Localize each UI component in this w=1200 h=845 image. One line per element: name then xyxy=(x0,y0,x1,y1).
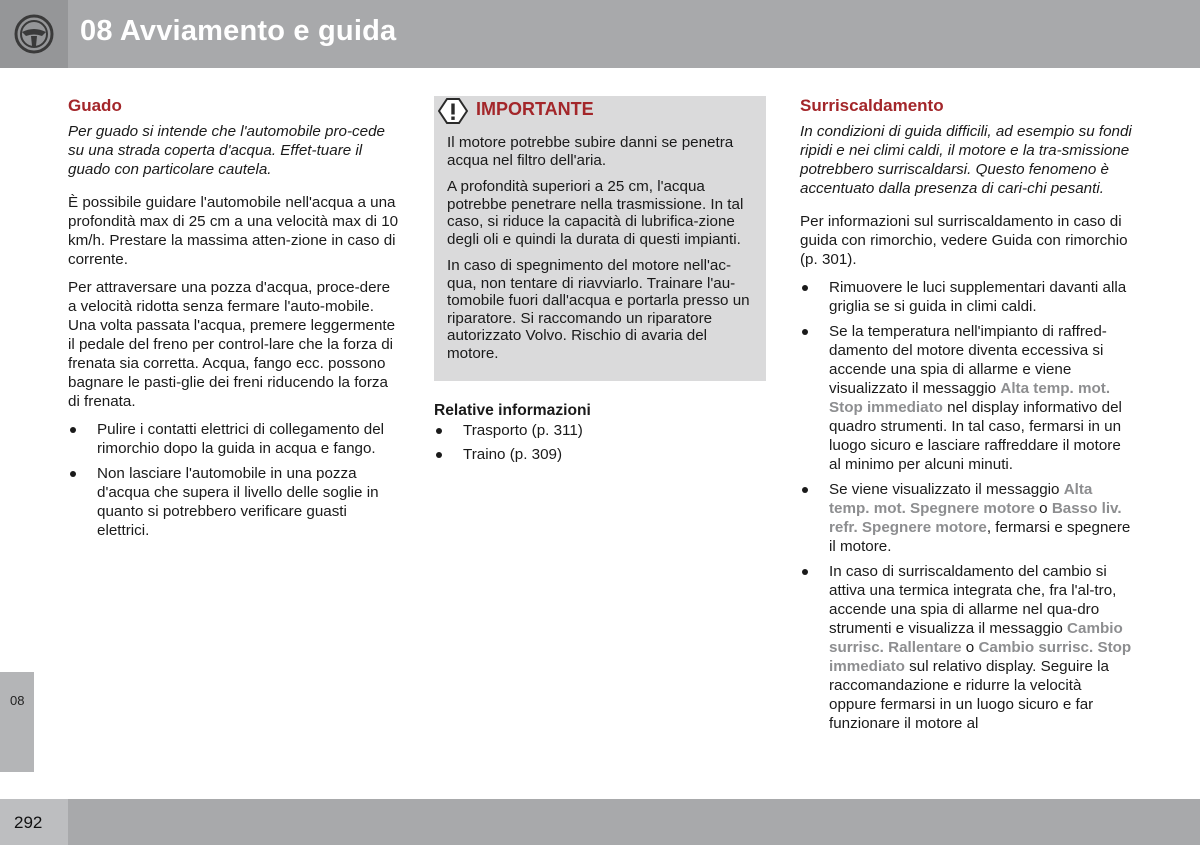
related-info-list xyxy=(434,421,766,464)
side-tab-label: 08 xyxy=(10,693,25,708)
list-item: Non lasciare l'automobile in una pozza d'acqua che supera il livello delle soglie in quanto si potrebbero verificare guasti elettrici. xyxy=(68,464,400,540)
importante-warning-box xyxy=(434,96,766,381)
guado-section xyxy=(68,96,400,546)
bullet-text: , fermarsi e spegnere il motore. xyxy=(829,519,1131,555)
chapter-side-tab xyxy=(0,672,34,772)
bullet-text: o xyxy=(1034,500,1052,517)
list-item xyxy=(800,562,1132,733)
related-link-trasporto[interactable]: Trasporto (p. 311) xyxy=(434,421,766,440)
chapter-title: 08 Avviamento e guida xyxy=(80,15,397,47)
list-item xyxy=(800,480,1132,556)
page-number-box xyxy=(0,799,68,845)
guado-paragraph: È possibile guidare l'automobile nell'acqua a una profondità max di 25 cm a una velocità max di 10 km/h. Prestare la massima atten-zione in caso di corrente. xyxy=(68,194,399,268)
surriscaldamento-bullet-list xyxy=(800,278,1132,733)
bullet-text: Se la temperatura nell'impianto di raffred-damento del motore diventa eccessiva si accende una spia di allarme e viene visualizzato il messaggio xyxy=(829,323,1107,397)
importante-paragraph: Il motore potrebbe subire danni se penetra acqua nel filtro dell'aria. xyxy=(447,134,734,169)
list-item: Rimuovere le luci supplementari davanti alla griglia se si guida in climi caldi. xyxy=(800,278,1132,316)
warning-exclamation-icon xyxy=(438,98,468,124)
display-message: Cambio surrisc. Rallentare xyxy=(829,620,1123,656)
bullet-text: In caso di surriscaldamento del cambio si attiva una termica integrata che, fra l'al-tro, accende una spia di allarme nel qua-dro strumenti e visualizza il messaggio xyxy=(829,563,1117,637)
importante-paragraph: A profondità superiori a 25 cm, l'acqua potrebbe penetrare nella trasmissione. In tal caso, si riduce la capacità di lubrifica-zione degli oli e quindi la durata di questi impianti. xyxy=(447,178,744,248)
warning-header xyxy=(434,96,766,126)
list-item: Pulire i contatti elettrici di collegamento del rimorchio dopo la guida in acqua e fango. xyxy=(68,420,400,458)
guado-paragraph: Per attraversare una pozza d'acqua, proce-dere a velocità ridotta senza fermare l'auto-mobile. Una volta passata l'acqua, premere leggermente il pedale del freno per control-lare che la forza di frenata sia corretta. Acqua, fango ecc. possono bagnare le pasti-glie dei freni riducendo la forza di frenata. xyxy=(68,279,396,410)
guado-intro: Per guado si intende che l'automobile pro-cede su una strada coperta d'acqua. Effet-tuare il guado con particolare cautela. xyxy=(68,123,385,178)
display-message: Cambio surrisc. Stop immediato xyxy=(829,639,1132,675)
bullet-text: nel display informativo del quadro strumenti. In tal caso, fermarsi in un luogo sicuro e lasciare raffreddare il motore al minimo per alcuni minuti. xyxy=(829,399,1122,473)
steering-wheel-icon xyxy=(14,14,54,54)
bullet-text: sul relativo display. Seguire la raccomandazione e ridurre la velocità oppure fermarsi in un luogo sicuro e far funzionare il motore al xyxy=(829,658,1109,732)
display-message: Alta temp. mot. Spegnere motore xyxy=(829,481,1093,517)
guado-title: Guado xyxy=(68,96,122,115)
importante-paragraph: In caso di spegnimento del motore nell'ac-qua, non tentare di riavviarlo. Trainare l'au-tomobile fuori dall'acqua e portarla presso un riparatore. Si raccomando un riparatore autorizzato Volvo. Rischio di avaria del motore. xyxy=(447,257,750,362)
footer-bar xyxy=(68,799,1200,845)
importante-title: IMPORTANTE xyxy=(476,99,594,119)
surriscaldamento-paragraph: Per informazioni sul surriscaldamento in caso di guida con rimorchio, vedere Guida con rimorchio (p. 301). xyxy=(800,213,1128,268)
chapter-icon-box xyxy=(0,0,68,68)
display-message: Basso liv. refr. Spegnere motore xyxy=(829,500,1122,536)
surriscaldamento-section xyxy=(800,96,1132,739)
related-link-traino[interactable]: Traino (p. 309) xyxy=(434,445,766,464)
list-item xyxy=(800,322,1132,474)
related-info-title: Relative informazioni xyxy=(434,402,591,419)
surriscaldamento-intro: In condizioni di guida difficili, ad esempio su fondi ripidi e nei climi caldi, il motore e la tra-smissione potrebbero surriscaldarsi. Questo fenomeno è accentuato dalla presenza di cari-chi pesanti. xyxy=(800,123,1132,197)
bullet-text: o xyxy=(961,639,979,656)
display-message: Alta temp. mot. Stop immediato xyxy=(829,380,1111,416)
importante-section xyxy=(434,96,766,469)
guado-bullet-list xyxy=(68,420,400,540)
page-number: 292 xyxy=(14,813,43,832)
bullet-text: Se viene visualizzato il messaggio xyxy=(829,481,1064,498)
surriscaldamento-title: Surriscaldamento xyxy=(800,96,944,115)
